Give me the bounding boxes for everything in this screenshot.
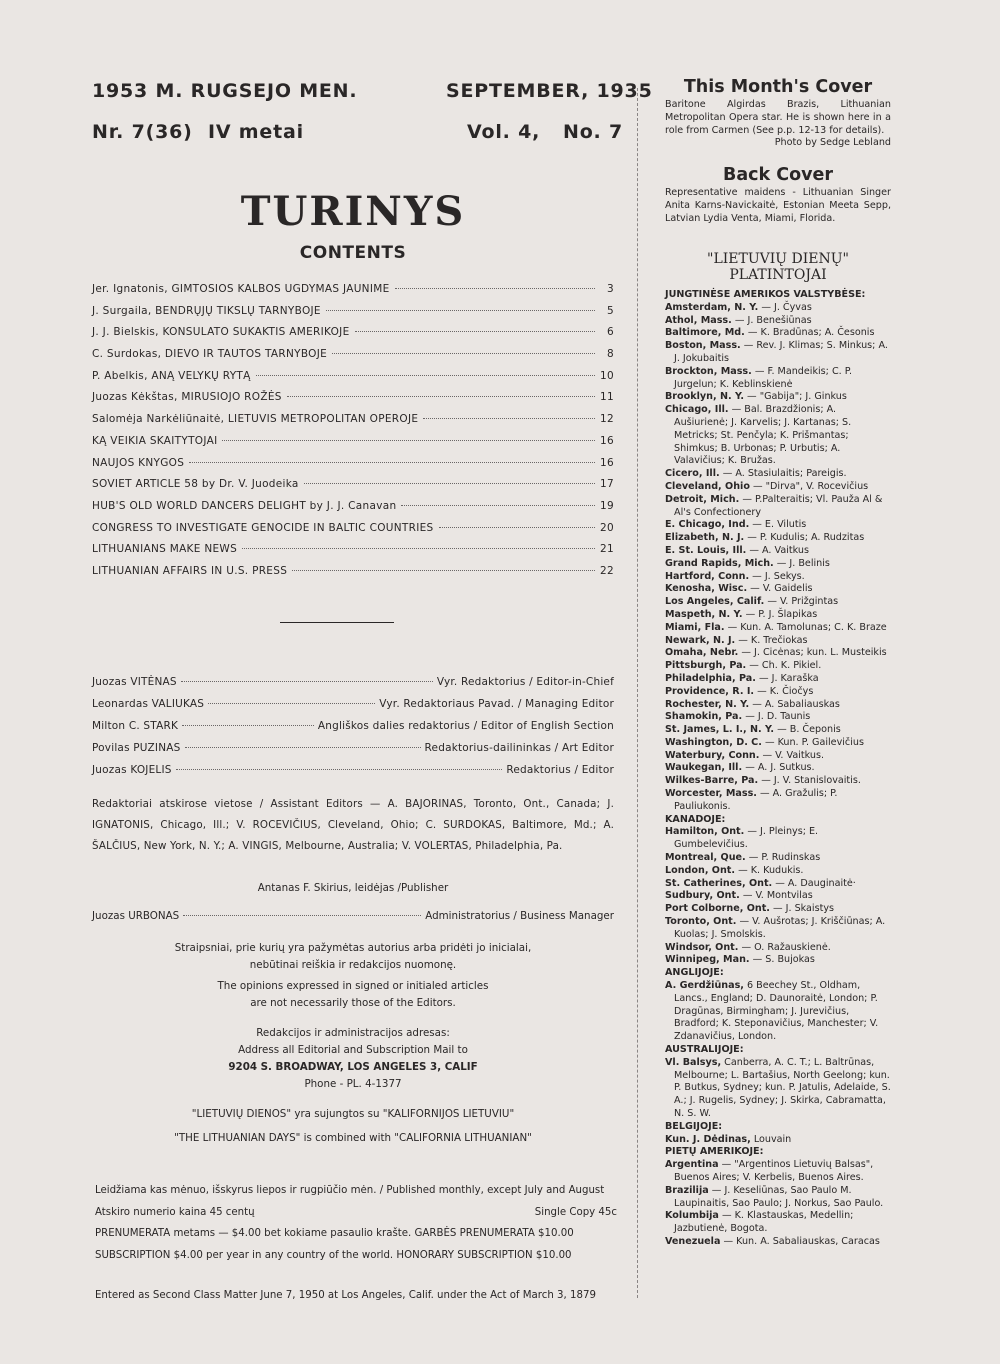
distributor-entry: [665, 1236, 891, 1249]
distributor-place: Montreal, Que.: [665, 852, 746, 864]
subscription-info: [95, 1180, 617, 1266]
toc-entry: [92, 435, 614, 457]
toc-entry-title: P. Abelkis, ANĄ VELYKŲ RYTĄ: [92, 369, 251, 382]
issue-number-lithuanian: Nr. 7(36): [92, 121, 193, 143]
toc-entry-title: NAUJOS KNYGOS: [92, 456, 185, 469]
volume: Vol. 4,: [467, 121, 541, 143]
distributor-names: — P.Palteraitis; Vl. Pauža Al & Al's Confectionery: [674, 493, 883, 518]
cover-photo-credit: Photo by Sedge Lebland: [774, 137, 891, 149]
distributor-place: Elizabeth, N. J.: [665, 532, 745, 544]
distributor-names: — K. Bradūnas; A. Česonis: [747, 327, 875, 339]
distributor-place: Winnipeg, Man.: [665, 954, 750, 966]
distributor-names: — O. Ražauskienė.: [741, 941, 831, 953]
distributor-place: Vl. Balsys,: [665, 1056, 722, 1068]
distributor-names: — K. Klastauskas, Medellin; Jazbutienė, Bogota.: [674, 1210, 854, 1235]
dot-leader: [326, 310, 595, 311]
note-line: are not necessarily those of the Editors.: [250, 997, 456, 1009]
back-cover-text: Representative maidens - Lithuanian Singer Anita Karns-Navickaitė, Estonian Meeta Sepp, Latvian Lydia Venta, Miami, Florida.: [665, 187, 891, 224]
distributor-names: — A. J. Sutkus.: [745, 762, 815, 774]
dot-leader: [189, 462, 595, 463]
distributor-place: Cleveland, Ohio: [665, 480, 750, 492]
distributor-names: — Kun. P. Gailevičius: [764, 736, 864, 748]
distributor-names: — E. Vilutis: [752, 519, 807, 531]
distributor-names: — J. Pleinys; E. Gumbelevičius.: [674, 826, 819, 851]
dot-leader: [208, 703, 375, 704]
distributor-place: Venezuela: [665, 1235, 721, 1247]
address: 9204 S. BROADWAY, LOS ANGELES 3, CALIF: [228, 1061, 478, 1073]
distributor-names: — J. Sekys.: [752, 570, 805, 582]
distributor-entry: [665, 609, 891, 622]
distributor-names: — "Argentinos Lietuvių Balsas", Buenos Aires; V. Kerbelis, Buenos Aires.: [674, 1159, 874, 1183]
distributor-names: — J. Keseliūnas, Sao Paulo M. Laupinaitis, Sao Paulo; J. Norkus, Sao Paulo.: [674, 1184, 884, 1209]
toc-entry-page: 10: [600, 369, 614, 382]
dot-leader: [332, 353, 595, 354]
distributor-entry: [665, 865, 891, 878]
dot-leader: [355, 331, 595, 332]
distributor-place: Brooklyn, N. Y.: [665, 391, 744, 403]
distributor-place: Shamokin, Pa.: [665, 711, 743, 723]
toc-entry: [92, 283, 614, 305]
toc-entry-page: 16: [600, 456, 614, 469]
distributor-names: — A. Dauginaitė·: [775, 877, 856, 889]
distributor-place: Los Angeles, Calif.: [665, 596, 765, 608]
distributors-list: [665, 289, 891, 1249]
dot-leader: [222, 440, 595, 441]
distributor-entry: [665, 468, 891, 481]
staff-entry: [92, 764, 614, 786]
opinion-note-lithuanian: [92, 940, 614, 974]
administrator-name: Juozas URBONAS: [92, 910, 180, 922]
subscription-english: SUBSCRIPTION $4.00 per year in any country of the world. HONORARY SUBSCRIPTION $10.00: [95, 1249, 572, 1261]
toc-entry-title: LITHUANIANS MAKE NEWS: [92, 543, 238, 556]
distributor-place: Providence, R. I.: [665, 685, 755, 697]
distributor-names: — A. Sabaliauskas: [752, 698, 840, 710]
distributor-names: Louvain: [753, 1133, 792, 1145]
dot-leader: [182, 725, 314, 726]
toc-entry-page: 5: [607, 304, 614, 317]
toc-entry: [92, 391, 614, 413]
distributor-place: Windsor, Ont.: [665, 941, 739, 953]
distributors-title-2: PLATINTOJAI: [729, 267, 827, 283]
year-lithuanian: IV metai: [208, 121, 304, 143]
distributor-names: — J. Karaška: [758, 672, 819, 684]
toc-entry-title: SOVIET ARTICLE 58 by Dr. V. Juodeika: [92, 478, 299, 491]
distributor-place: Brazilija: [665, 1184, 709, 1196]
back-cover-title: Back Cover: [722, 165, 834, 185]
distributor-names: — V. Prižgintas: [767, 596, 839, 608]
address-label-lithuanian: Redakcijos ir administracijos adresas:: [256, 1027, 450, 1039]
toc-entry-page: 19: [600, 499, 614, 512]
toc-entry: [92, 478, 614, 500]
toc-entry-title: Jer. Ignatonis, GIMTOSIOS KALBOS UGDYMAS JAUNIME: [92, 283, 390, 295]
dot-leader: [423, 418, 595, 419]
dot-leader: [242, 548, 595, 549]
distributor-entry: [665, 775, 891, 788]
toc-entry-page: 12: [600, 413, 614, 426]
distributor-names: — J. Benešiūnas: [734, 314, 812, 326]
distributor-entry: [665, 583, 891, 596]
toc-entry: [92, 370, 614, 392]
distributor-place: St. James, L. I., N. Y.: [665, 724, 775, 736]
distributor-place: Miami, Fla.: [665, 621, 725, 633]
issue-number: No. 7: [563, 121, 624, 143]
distributor-entry: [665, 699, 891, 712]
distributor-entry: [665, 647, 891, 660]
distributor-names: — V. Gaidelis: [750, 583, 813, 595]
distributor-place: Omaha, Nebr.: [665, 647, 739, 659]
distributor-place: Waukegan, Ill.: [665, 762, 743, 774]
distributor-entry: [665, 826, 891, 852]
distributor-place: Wilkes-Barre, Pa.: [665, 775, 759, 787]
distributor-names: — A. Vaitkus: [749, 544, 809, 556]
distributor-names: — V. Vaitkus.: [762, 749, 825, 761]
cover-title: This Month's Cover: [683, 77, 873, 97]
distributor-place: Boston, Mass.: [665, 340, 741, 352]
distributor-names: — P. J. Šlapikas: [745, 608, 818, 620]
distributor-section-heading: ANGLIJOJE:: [665, 967, 724, 979]
distributor-entry: [665, 954, 891, 967]
distributor-entry: [665, 519, 891, 532]
toc-entry-page: 22: [600, 564, 614, 577]
distributor-section-heading: KANADOJE:: [665, 813, 726, 825]
distributor-entry: [665, 404, 891, 468]
distributor-place: Athol, Mass.: [665, 314, 732, 326]
dot-leader: [395, 288, 595, 289]
toc-entry: [92, 326, 614, 348]
distributor-names: — K. Čiočys: [757, 685, 814, 697]
note-line: nebūtinai reiškia ir redakcijos nuomonę.: [249, 959, 457, 971]
distributor-place: Port Colborne, Ont.: [665, 903, 770, 915]
distributor-names: — J. V. Stanislovaitis.: [761, 775, 861, 787]
distributor-entry: [665, 596, 891, 609]
distributor-entry: [665, 878, 891, 891]
toc-entry: [92, 413, 614, 435]
published-note: Leidžiama kas mėnuo, išskyrus liepos ir rugpiūčio mėn. / Published monthly, except July and August: [95, 1185, 605, 1196]
distributor-names: — S. Bujokas: [752, 954, 815, 966]
dot-leader: [176, 769, 503, 770]
toc-entry-title: Juozas Kėkštas, MIRUSIOJO ROŽĖS: [92, 391, 282, 404]
toc-entry: [92, 543, 614, 565]
dot-leader: [401, 505, 595, 506]
distributor-names: — F. Mandeikis; C. P. Jurgelun; K. Keblinskienė: [674, 365, 853, 390]
distributor-names: Canberra, A. C. T.; L. Baltrūnas, Melbourne; L. Bartašius, North Geelong; kun. P. Butkus, Sydney; kun. P. Jatulis, Adelaide, S. A.; J. Rugelis, Sydney; J. Skirka, Cabramatta, N. S. W.: [674, 1056, 891, 1119]
distributor-names: — P. Kudulis; A. Rudzitas: [747, 532, 865, 544]
distributor-names: — J. Cicėnas; kun. L. Musteikis: [741, 647, 887, 659]
dot-leader: [439, 527, 595, 528]
distributor-entry: [665, 762, 891, 775]
date-english: SEPTEMBER, 1935: [446, 80, 653, 102]
staff-role: Vyr. Redaktorius / Editor-in-Chief: [436, 676, 614, 688]
distributor-entry: [665, 545, 891, 558]
distributor-names: — K. Kudukis.: [738, 864, 804, 876]
distributor-entry: [665, 622, 891, 635]
distributor-names: — A. Stasiulaitis; Pareigis.: [722, 468, 847, 480]
distributor-names: — "Gabija"; J. Ginkus: [747, 391, 847, 403]
toc-entry-title: J. Surgaila, BENDRŲJŲ TIKSLŲ TARNYBOJE: [92, 304, 321, 317]
distributor-entry: [665, 1159, 891, 1185]
distributor-place: Amsterdam, N. Y.: [665, 301, 759, 313]
distributor-place: Maspeth, N. Y.: [665, 608, 743, 620]
toc-entry-page: 3: [607, 283, 614, 295]
toc-entry-title: KĄ VEIKIA SKAITYTOJAI: [92, 434, 218, 447]
distributor-section-heading: PIETŲ AMERIKOJE:: [665, 1146, 764, 1158]
distributor-names: — Rev. J. Klimas; S. Minkus; A. J. Jokubaitis: [674, 340, 888, 364]
distributor-place: Brockton, Mass.: [665, 365, 752, 377]
distributor-entry: [665, 532, 891, 545]
toc-entry-page: 8: [607, 348, 614, 361]
distributor-entry: [665, 391, 891, 404]
distributor-entry: [665, 481, 891, 494]
entered-note: Entered as Second Class Matter June 7, 1950 at Los Angeles, Calif. under the Act of March 3, 1879: [95, 1290, 596, 1301]
distributor-section-heading: AUSTRALIJOJE:: [665, 1044, 744, 1056]
distributor-place: Hartford, Conn.: [665, 570, 750, 582]
note-line: Straipsniai, prie kurių yra pažymėtas autorius arba pridėti jo inicialai,: [174, 942, 532, 954]
distributor-entry: [665, 916, 891, 942]
staff-entry: [92, 720, 614, 742]
administrator-row: [92, 910, 614, 922]
distributor-entry: [665, 980, 891, 1044]
toc-entry: [92, 500, 614, 522]
distributor-entry: [665, 711, 891, 724]
merge-note: [92, 1102, 614, 1150]
note-line: The opinions expressed in signed or initialed articles: [217, 980, 489, 992]
distributor-place: Baltimore, Md.: [665, 327, 745, 339]
distributor-place: Kun. J. Dėdinas,: [665, 1133, 751, 1145]
address-block: [92, 1025, 614, 1093]
distributor-place: Grand Rapids, Mich.: [665, 557, 774, 569]
dot-leader: [292, 570, 595, 571]
toc-entry-title: J. J. Bielskis, KONSULATO SUKAKTIS AMERIKOJE: [92, 326, 350, 339]
distributor-entry: [665, 1210, 891, 1236]
table-of-contents: [92, 283, 614, 587]
distributor-place: Hamilton, Ont.: [665, 826, 745, 838]
distributor-place: Chicago, Ill.: [665, 404, 729, 416]
cover-info: [665, 77, 891, 150]
toc-entry: [92, 457, 614, 479]
single-copy-row: [95, 1202, 617, 1224]
distributor-entry: [665, 890, 891, 903]
page-title: TURINYS: [240, 188, 466, 235]
distributor-place: Washington, D. C.: [665, 736, 762, 748]
distributor-place: Pittsburgh, Pa.: [665, 660, 747, 672]
distributors-heading: [665, 251, 891, 283]
cover-text: [665, 99, 891, 149]
toc-entry: [92, 305, 614, 327]
distributor-entry: [665, 302, 891, 315]
distributor-entry: [665, 942, 891, 955]
address-label-english: Address all Editorial and Subscription Mail to: [238, 1044, 468, 1056]
staff-entry: [92, 698, 614, 720]
staff-role: Redaktorius / Editor: [506, 764, 614, 776]
distributor-names: — Ch. K. Pikiel.: [749, 660, 822, 672]
toc-entry-page: 17: [600, 478, 614, 491]
staff-role: Vyr. Redaktoriaus Pavad. / Managing Editor: [379, 698, 614, 710]
staff-role: Redaktorius-dailininkas / Art Editor: [424, 742, 614, 754]
distributor-entry: [665, 750, 891, 763]
toc-entry: [92, 522, 614, 544]
distributor-names: — J. Belinis: [776, 557, 830, 569]
dot-leader: [304, 483, 595, 484]
distributor-entry: [665, 571, 891, 584]
staff-name: Leonardas VALIUKAS: [92, 698, 205, 710]
distributor-names: — V. Montvilas: [742, 890, 813, 902]
distributor-entry: [665, 1185, 891, 1211]
toc-entry-title: LITHUANIAN AFFAIRS IN U.S. PRESS: [92, 564, 288, 577]
cover-description: Baritone Algirdas Brazis, Lithuanian Metropolitan Opera star. He is shown here in a role from Carmen (See p.p. 12-13 for details).: [665, 99, 891, 136]
distributor-section-heading: BELGIJOJE:: [665, 1120, 723, 1132]
distributor-names: — A. Gražulis; P. Pauliukonis.: [674, 788, 838, 812]
toc-entry: [92, 348, 614, 370]
staff-entry: [92, 742, 614, 764]
distributor-place: Toronto, Ont.: [665, 916, 737, 928]
staff-entry: [92, 676, 614, 698]
distributor-names: 6 Beechey St., Oldham, Lancs., England; D. Daunoraitė, London; P. Dragūnas, Birmingham; J. Jurevičius, Bradford; K. Steponavičius, Manchester; V. Zdanavičius, London.: [674, 980, 879, 1043]
toc-entry-page: 21: [600, 543, 614, 556]
distributor-entry: [665, 903, 891, 916]
distributor-place: Philadelphia, Pa.: [665, 672, 756, 684]
merge-english: "THE LITHUANIAN DAYS" is combined with "CALIFORNIA LITHUANIAN": [174, 1132, 532, 1144]
date-lithuanian: 1953 M. RUGSEJO MEN.: [92, 80, 358, 102]
single-copy-english: Single Copy 45c: [534, 1206, 617, 1218]
distributor-names: — Kun. A. Tamolunas; C. K. Braze: [727, 621, 887, 633]
dot-leader: [181, 681, 433, 682]
distributor-entry: [665, 558, 891, 571]
distributor-place: Detroit, Mich.: [665, 493, 740, 505]
staff-name: Milton C. STARK: [92, 720, 179, 732]
distributor-names: — V. Aušrotas; J. Kriščiūnas; A. Kuolas; J. Smolskis.: [674, 916, 886, 940]
distributor-entry: [665, 660, 891, 673]
column-divider: [637, 88, 638, 1298]
toc-entry-page: 16: [600, 434, 614, 447]
distributor-names: — Bal. Brazdžionis; A. Aušiurienė; J. Karvelis; J. Kartanas; S. Metricks; St. Penčyla; K. Prišmantas; Shimkus; B. Urbonas; P. Urbutis; A. Valavičius; K. Bružas.: [674, 404, 852, 467]
toc-entry-page: 20: [600, 521, 614, 534]
publisher: Antanas F. Skirius, leidėjas /Publisher: [257, 882, 449, 894]
staff-name: Juozas VITĖNAS: [92, 676, 177, 688]
distributor-section-heading: JUNGTINĖSE AMERIKOS VALSTYBĖSE:: [665, 289, 866, 300]
distributor-place: Waterbury, Conn.: [665, 749, 760, 761]
distributor-names: — "Dirva", V. Rocevičius: [752, 480, 869, 492]
distributor-names: — J. Skaistys: [773, 903, 835, 915]
editorial-staff: [92, 676, 614, 786]
distributor-place: A. Gerdžiūnas,: [665, 980, 744, 992]
distributor-entry: [665, 315, 891, 328]
distributor-place: Kolumbija: [665, 1210, 719, 1222]
toc-entry-page: 6: [607, 326, 614, 339]
distributor-names: — J. D. Taunis: [745, 711, 811, 723]
toc-entry: [92, 565, 614, 587]
distributor-names: — Kun. A. Sabaliauskas, Caracas: [723, 1235, 880, 1247]
staff-name: Povilas PUZINAS: [92, 742, 181, 754]
toc-entry-title: CONGRESS TO INVESTIGATE GENOCIDE IN BALTIC COUNTRIES: [92, 521, 434, 534]
distributor-entry: [665, 366, 891, 392]
distributors-title-1: "LIETUVIŲ DIENŲ": [707, 251, 849, 267]
distributor-place: Argentina: [665, 1159, 719, 1171]
toc-entry-title: Salomėja Narkėliūnaitė, LIETUVIS METROPOLITAN OPEROJE: [92, 413, 419, 426]
distributor-place: Cicero, Ill.: [665, 468, 720, 480]
dot-leader: [287, 396, 595, 397]
single-copy-lithuanian: Atskiro numerio kaina 45 centų: [95, 1206, 255, 1218]
distributor-place: Worcester, Mass.: [665, 788, 757, 800]
toc-entry-title: C. Surdokas, DIEVO IR TAUTOS TARNYBOJE: [92, 348, 328, 361]
distributor-entry: [665, 737, 891, 750]
subscription-lithuanian: PRENUMERATA metams — $4.00 bet kokiame pasaulio krašte. GARBĖS PRENUMERATA $10.00: [95, 1228, 574, 1239]
distributor-entry: [665, 340, 891, 366]
distributor-place: E. St. Louis, Ill.: [665, 544, 747, 556]
distributor-names: — K. Trečiokas: [738, 634, 808, 646]
toc-entry-title: HUB'S OLD WORLD DANCERS DELIGHT by J. J. Canavan: [92, 499, 397, 512]
distributor-entry: [665, 673, 891, 686]
page-subtitle: CONTENTS: [299, 243, 407, 263]
administrator-role: Administratorius / Business Manager: [425, 910, 614, 922]
dot-leader: [185, 747, 421, 748]
divider: [280, 622, 394, 623]
back-cover-info: [665, 165, 891, 225]
distributor-place: E. Chicago, Ind.: [665, 519, 750, 531]
staff-role: Angliškos dalies redaktorius / Editor of English Section: [317, 720, 614, 732]
distributor-entry: [665, 686, 891, 699]
distributor-place: London, Ont.: [665, 864, 736, 876]
distributor-place: Newark, N. J.: [665, 634, 736, 646]
distributor-entry: [665, 1134, 891, 1147]
phone: Phone - PL. 4-1377: [304, 1078, 402, 1090]
distributor-entry: [665, 724, 891, 737]
distributor-entry: [665, 494, 891, 520]
distributor-entry: [665, 327, 891, 340]
dot-leader: [256, 375, 595, 376]
staff-name: Juozas KOJELIS: [92, 764, 172, 776]
distributor-entry: [665, 788, 891, 814]
dot-leader: [183, 915, 421, 916]
distributor-place: St. Catherines, Ont.: [665, 877, 773, 889]
distributor-place: Kenosha, Wisc.: [665, 583, 748, 595]
distributor-entry: [665, 635, 891, 648]
distributor-entry: [665, 852, 891, 865]
distributor-names: — J. Čyvas: [761, 301, 812, 313]
distributor-entry: [665, 1057, 891, 1121]
opinion-note-english: [92, 978, 614, 1012]
assistant-editors: Redaktoriai atskirose vietose / Assistant Editors — A. BAJORINAS, Toronto, Ont., Canada; J. IGNATONIS, Chicago, Ill.; V. ROCEVIČIUS, Cleveland, Ohio; C. SURDOKAS, Baltimore, Md.; A. ŠALČIUS, New York, N. Y.; A. VINGIS, Melbourne, Australia; V. VOLERTAS, Philadelphia, Pa.: [92, 798, 614, 852]
toc-entry-page: 11: [600, 391, 614, 404]
distributor-names: — B. Čeponis: [777, 724, 841, 736]
distributor-place: Rochester, N. Y.: [665, 698, 750, 710]
distributor-place: Sudbury, Ont.: [665, 890, 740, 902]
distributor-names: — P. Rudinskas: [748, 852, 821, 864]
merge-lithuanian: "LIETUVIŲ DIENOS" yra sujungtos su "KALIFORNIJOS LIETUVIU": [191, 1108, 515, 1120]
